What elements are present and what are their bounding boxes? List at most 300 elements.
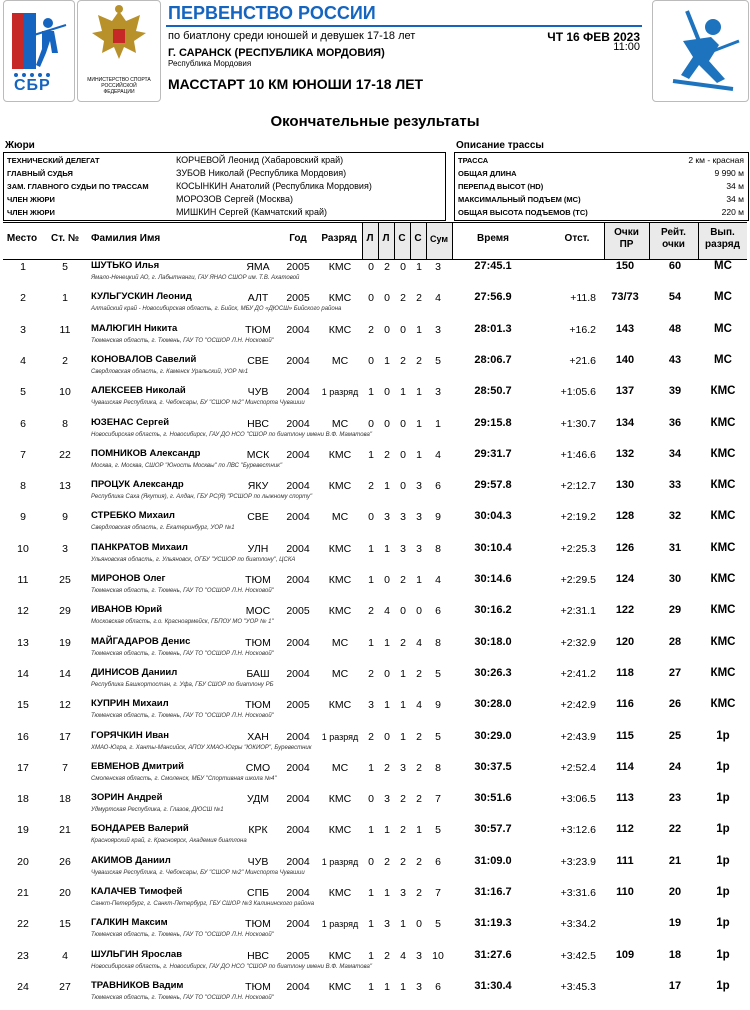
ministry-logo	[77, 0, 161, 102]
jury-role: ЧЛЕН ЖЮРИ	[7, 208, 55, 217]
result-region: НВС	[247, 949, 269, 962]
result-bib: 29	[59, 605, 71, 618]
result-place: 24	[17, 980, 29, 993]
result-athlete-club: Ямало-Ненецкий АО, г. Лабытнанги, ГАУ ЯНАО СШОР им. Т.В. Ахатовой	[91, 275, 300, 281]
result-time: 30:14.6	[474, 573, 512, 585]
result-time: 29:15.8	[474, 416, 512, 429]
jury-row	[4, 193, 445, 206]
ministry-caption: МИНИСТЕРСТВО СПОРТА РОССИЙСКОЙ ФЕДЕРАЦИИ	[87, 77, 151, 95]
result-place: 2	[20, 292, 26, 305]
result-bib: 13	[59, 480, 71, 493]
result-bib: 27	[59, 980, 71, 993]
result-time: 27:56.9	[474, 291, 512, 304]
result-shoot3: 4	[400, 949, 406, 962]
table-row	[0, 726, 750, 757]
result-athlete-name: ПРОЦУК Александр	[91, 479, 184, 491]
result-rank: МС	[331, 511, 349, 524]
table-row	[0, 475, 750, 506]
result-region: ЯКУ	[247, 480, 269, 493]
result-bib: 20	[59, 887, 71, 899]
result-athlete-club: Свердловская область, г. Екатеринбург, УОР №1	[91, 525, 235, 532]
jury-row	[4, 167, 445, 180]
result-athlete-name: ДИНИСОВ Даниил	[91, 666, 178, 678]
result-athlete-club: Свердловская область, г. Каменск Уральский, УОР №1	[91, 368, 249, 375]
result-shoot1: 0	[368, 354, 374, 367]
result-shoot4: 2	[416, 793, 422, 806]
result-behind: +3:31.6	[560, 887, 596, 899]
result-shoot4: 1	[416, 417, 422, 430]
result-year: 2004	[286, 417, 310, 430]
result-athlete-name: ШУЛЬГИН Ярослав	[91, 948, 183, 960]
result-place: 7	[20, 448, 26, 461]
result-place: 5	[20, 386, 26, 399]
col-header-bib: Ст. №	[51, 233, 79, 244]
course-row	[455, 180, 748, 193]
result-place: 19	[17, 824, 29, 837]
course-key: ПЕРЕПАД ВЫСОТ (HD)	[458, 182, 544, 191]
result-bib: 22	[59, 448, 71, 461]
result-rating-points: 29	[668, 604, 682, 617]
result-athlete-club: Санкт-Петербург, г. Санкт-Петербург, ГБУ СШОР №3 Калининского района	[91, 901, 315, 907]
result-shoot2: 1	[384, 354, 390, 367]
result-rank: 1 разряд	[321, 387, 359, 398]
result-shoot2: 1	[384, 887, 390, 899]
result-penalty-sum: 9	[435, 511, 441, 524]
result-bib: 21	[59, 824, 71, 837]
result-behind: +1:46.6	[560, 448, 596, 461]
biathlon-pictogram	[652, 0, 749, 102]
result-region: МОС	[245, 605, 271, 618]
result-place: 12	[17, 605, 29, 618]
result-shoot1: 1	[368, 887, 374, 899]
result-shoot4: 2	[416, 354, 422, 367]
result-penalty-sum: 4	[435, 448, 441, 461]
result-bib: 8	[62, 417, 68, 430]
table-row	[0, 287, 750, 318]
result-shoot2: 1	[384, 980, 390, 993]
result-penalty-sum: 3	[435, 261, 441, 273]
result-rating-points: 27	[668, 666, 682, 679]
result-rating-points: 25	[668, 729, 682, 742]
result-penalty-sum: 3	[435, 323, 441, 336]
result-behind: +3:06.5	[560, 793, 596, 806]
result-shoot2: 3	[384, 511, 390, 524]
result-shoot4: 2	[416, 761, 422, 774]
result-athlete-name: ЮЗЕНАС Сергей	[91, 416, 170, 428]
col-header-qual	[698, 227, 747, 251]
result-shoot3: 2	[400, 636, 406, 649]
event-city: Г. САРАНСК (РЕСПУБЛИКА МОРДОВИЯ)	[168, 47, 385, 59]
course-key: ОБЩАЯ ДЛИНА	[458, 169, 517, 178]
result-place: 14	[17, 667, 29, 680]
table-row	[0, 538, 750, 569]
event-time: 11:00	[613, 41, 640, 53]
table-row	[0, 819, 750, 850]
result-athlete-club: ХМАО-Югра, г. Ханты-Мансийск, АПОУ ХМАО-Югры "ЮКИОР", Буревестник	[91, 744, 312, 751]
result-region: АЛТ	[247, 292, 269, 305]
result-penalty-sum: 10	[432, 949, 444, 962]
result-qualification: КМС	[710, 635, 736, 648]
result-rating-points: 30	[668, 573, 682, 585]
result-rating-points: 31	[668, 541, 682, 554]
result-penalty-sum: 8	[435, 542, 441, 555]
result-penalty-sum: 9	[435, 699, 441, 712]
result-shoot2: 1	[384, 480, 390, 493]
table-row	[0, 976, 750, 1007]
result-bib: 14	[59, 667, 71, 680]
result-behind: +2:52.4	[560, 761, 596, 774]
result-points: 113	[616, 792, 634, 805]
result-year: 2004	[286, 855, 310, 868]
course-row	[455, 167, 748, 180]
result-year: 2004	[286, 480, 310, 493]
result-rank: КМС	[328, 605, 352, 618]
result-shoot2: 0	[384, 417, 390, 430]
result-qualification: КМС	[710, 447, 736, 460]
result-shoot2: 3	[384, 793, 390, 806]
result-shoot4: 0	[416, 918, 422, 931]
result-region: ЯМА	[246, 261, 270, 273]
result-penalty-sum: 4	[435, 292, 441, 305]
result-points: 120	[615, 635, 635, 648]
result-bib: 18	[59, 793, 71, 806]
result-athlete-name: ГОРЯЧКИН Иван	[91, 729, 169, 741]
course-value: 2 км - красная	[688, 155, 744, 165]
result-shoot1: 0	[368, 511, 374, 524]
result-points: 109	[615, 948, 635, 961]
result-shoot3: 3	[400, 761, 406, 774]
table-row	[0, 506, 750, 537]
result-athlete-club: Чувашская Республика, г. Чебоксары, БУ "СШОР №2" Минспорта Чувашии	[91, 400, 305, 407]
result-shoot3: 1	[400, 667, 406, 680]
result-place: 20	[17, 855, 29, 868]
result-points: 143	[615, 322, 635, 335]
result-time: 30:10.4	[474, 541, 512, 554]
result-athlete-name: МАЙГАДАРОВ Денис	[91, 635, 191, 647]
result-shoot4: 2	[416, 667, 422, 680]
jury-table	[3, 152, 446, 221]
result-shoot4: 1	[416, 323, 422, 336]
result-penalty-sum: 5	[435, 824, 441, 837]
result-year: 2004	[286, 574, 310, 586]
result-behind: +2:29.5	[560, 574, 596, 586]
result-points: 130	[615, 479, 635, 492]
result-time: 30:04.3	[474, 510, 512, 523]
table-row	[0, 788, 750, 819]
result-place: 10	[17, 542, 29, 555]
col-header-time: Время	[477, 233, 509, 244]
result-rating-points: 28	[668, 635, 682, 648]
result-rank: КМС	[328, 980, 352, 993]
result-shoot3: 0	[400, 261, 406, 273]
table-row	[0, 632, 750, 663]
result-place: 15	[17, 699, 29, 712]
result-qualification: 1р	[716, 823, 730, 836]
result-year: 2004	[286, 448, 310, 461]
result-shoot4: 0	[416, 605, 422, 618]
result-athlete-club: Красноярский край, г. Красноярск, Академия биатлона	[91, 838, 247, 845]
result-bib: 19	[59, 636, 71, 649]
result-shoot4: 1	[416, 261, 422, 273]
result-rating-points: 54	[668, 291, 682, 304]
result-points: 124	[615, 573, 635, 585]
col-header-rating-line2: очки	[662, 239, 685, 250]
result-year: 2004	[286, 667, 310, 680]
result-penalty-sum: 1	[435, 417, 441, 430]
result-year: 2005	[286, 261, 310, 273]
course-row	[455, 193, 748, 206]
result-penalty-sum: 6	[435, 855, 441, 868]
result-athlete-club: Удмуртская Республика, г. Глазов, ДЮСШ №1	[91, 807, 224, 814]
result-athlete-club: Ульяновская область, г. Ульяновск, ОГБУ "УСШОР по биатлону", ЦСКА	[91, 556, 296, 563]
result-penalty-sum: 5	[435, 730, 441, 743]
course-key: МАКСИМАЛЬНЫЙ ПОДЪЕМ (МС)	[458, 195, 581, 204]
result-athlete-name: КОНОВАЛОВ Савелий	[91, 353, 197, 365]
result-year: 2004	[286, 542, 310, 555]
jury-role: ЧЛЕН ЖЮРИ	[7, 195, 55, 204]
result-region: ТЮМ	[245, 980, 271, 993]
table-row	[0, 945, 750, 976]
result-time: 30:28.0	[474, 698, 512, 711]
result-points: 118	[616, 666, 634, 679]
table-row	[0, 350, 750, 381]
result-shoot2: 1	[384, 636, 390, 649]
result-shoot3: 2	[400, 793, 406, 806]
result-behind: +1:30.7	[560, 417, 596, 430]
result-shoot3: 2	[400, 824, 406, 837]
result-athlete-name: КАЛАЧЕВ Тимофей	[91, 886, 183, 897]
result-athlete-club: Республика Башкортостан, г. Уфа, ГБУ СШОР по биатлону РБ	[91, 681, 274, 688]
result-year: 2004	[286, 636, 310, 649]
result-bib: 11	[59, 323, 71, 336]
result-shoot1: 1	[368, 824, 374, 837]
result-region: УЛН	[247, 542, 269, 555]
result-rating-points: 21	[668, 854, 682, 867]
result-athlete-club: Тюменская область, г. Тюмень, ГАУ ТО "ОСШОР Л.Н. Носковой"	[91, 650, 274, 657]
result-bib: 7	[62, 761, 68, 774]
result-year: 2004	[286, 793, 310, 806]
result-shoot4: 2	[416, 292, 422, 305]
result-place: 9	[20, 511, 26, 524]
result-qualification: КМС	[710, 573, 736, 585]
table-row	[0, 413, 750, 444]
result-rating-points: 20	[668, 886, 682, 898]
result-qualification: КМС	[710, 666, 736, 679]
result-shoot3: 1	[400, 918, 406, 931]
result-year: 2004	[286, 323, 310, 336]
result-points: 150	[615, 260, 635, 272]
result-behind: +3:45.3	[560, 980, 596, 993]
result-rank: МС	[331, 354, 349, 367]
result-rank: КМС	[328, 261, 352, 273]
result-year: 2004	[286, 761, 310, 774]
result-region: МСК	[246, 448, 270, 461]
result-region: ТЮМ	[245, 323, 271, 336]
result-region: СПБ	[246, 887, 270, 899]
result-points: 134	[615, 416, 635, 429]
result-shoot3: 3	[400, 511, 406, 524]
result-shoot1: 2	[368, 480, 374, 493]
result-points: 114	[616, 760, 634, 773]
result-athlete-name: ЕВМЕНОВ Дмитрий	[91, 760, 184, 772]
result-region: СВЕ	[247, 354, 269, 367]
jury-row	[4, 180, 445, 193]
result-year: 2004	[286, 918, 310, 931]
result-points: 140	[615, 353, 635, 366]
result-rating-points: 32	[668, 510, 682, 523]
sbr-logo-text: СБР	[14, 77, 51, 94]
result-time: 27:45.1	[474, 260, 512, 272]
result-rank: 1 разряд	[321, 919, 359, 930]
result-year: 2004	[286, 887, 310, 899]
result-shoot3: 0	[400, 323, 406, 336]
result-qualification: КМС	[710, 541, 736, 554]
result-shoot3: 2	[400, 292, 406, 305]
result-bib: 2	[62, 354, 68, 367]
result-shoot4: 2	[416, 730, 422, 743]
jury-row	[4, 206, 445, 219]
result-shoot2: 2	[384, 855, 390, 868]
result-points: 137	[615, 385, 635, 398]
result-shoot1: 0	[368, 292, 374, 305]
result-rank: КМС	[328, 949, 352, 962]
result-year: 2005	[286, 949, 310, 962]
sbr-logo	[3, 0, 75, 102]
col-header-points-line2: ПР	[619, 239, 634, 250]
result-rank: 1 разряд	[321, 856, 359, 867]
col-header-shoot3: С	[398, 233, 406, 244]
jury-role: ЗАМ. ГЛАВНОГО СУДЬИ ПО ТРАССАМ	[7, 182, 149, 191]
result-region: ТЮМ	[245, 574, 271, 586]
result-behind: +2:43.9	[560, 730, 596, 743]
result-behind: +2:19.2	[560, 511, 596, 524]
result-athlete-club: Тюменская область, г. Тюмень, ГАУ ТО "ОСШОР Л.Н. Носковой"	[91, 588, 274, 594]
jury-member: КОРЧЕВОЙ Леонид (Хабаровский край)	[176, 155, 344, 165]
result-rating-points: 60	[668, 260, 682, 272]
jury-role: ТЕХНИЧЕСКИЙ ДЕЛЕГАТ	[7, 156, 100, 165]
result-place: 22	[17, 918, 29, 931]
event-region: Республика Мордовия	[168, 59, 252, 68]
result-penalty-sum: 5	[435, 667, 441, 680]
result-points: 132	[615, 447, 635, 460]
result-shoot3: 0	[400, 448, 406, 461]
result-athlete-name: ИВАНОВ Юрий	[91, 604, 163, 616]
result-shoot4: 1	[416, 386, 422, 399]
biathlete-icon	[653, 1, 748, 101]
result-shoot1: 0	[368, 793, 374, 806]
table-row	[0, 851, 750, 882]
result-time: 30:57.7	[474, 823, 512, 836]
result-athlete-name: МИРОНОВ Олег	[91, 573, 166, 584]
result-athlete-club: Республика Саха (Якутия), г. Алдан, ГБУ РС(Я) "РСШОР по лыжному спорту"	[91, 494, 313, 501]
result-bib: 17	[59, 730, 71, 743]
result-qualification: КМС	[710, 698, 736, 711]
result-shoot4: 3	[416, 542, 422, 555]
course-value: 34 м	[726, 194, 744, 204]
result-athlete-club: Тюменская область, г. Тюмень, ГАУ ТО "ОСШОР Л.Н. Носковой"	[91, 994, 274, 1001]
jury-member: КОСЫНКИН Анатолий (Республика Мордовия)	[176, 181, 372, 191]
result-points: 122	[615, 604, 635, 617]
result-behind: +2:42.9	[560, 699, 596, 712]
jury-heading: Жюри	[5, 140, 35, 151]
col-header-rank: Разряд	[321, 233, 357, 244]
result-qualification: 1р	[716, 729, 730, 742]
result-place: 11	[17, 574, 29, 586]
jury-member: ЗУБОВ Николай (Республика Мордовия)	[176, 168, 347, 178]
result-rank: МС	[331, 761, 349, 774]
result-shoot4: 2	[416, 887, 422, 899]
result-rank: 1 разряд	[321, 731, 359, 742]
result-time: 31:09.0	[474, 854, 512, 867]
result-shoot2: 4	[384, 605, 390, 618]
course-row	[455, 154, 748, 167]
result-region: ЧУВ	[247, 855, 269, 868]
result-shoot3: 2	[400, 354, 406, 367]
result-place: 3	[20, 323, 26, 336]
result-shoot2: 2	[384, 761, 390, 774]
jury-role: ГЛАВНЫЙ СУДЬЯ	[7, 169, 73, 178]
result-shoot1: 1	[368, 761, 374, 774]
result-penalty-sum: 6	[435, 980, 441, 993]
result-athlete-name: БОНДАРЕВ Валерий	[91, 823, 189, 835]
results-title: Окончательные результаты	[270, 113, 480, 130]
result-points: 73/73	[611, 291, 639, 304]
result-behind: +2:41.2	[560, 667, 596, 680]
course-value: 220 м	[721, 207, 744, 217]
result-shoot3: 0	[400, 417, 406, 430]
result-shoot3: 1	[400, 386, 406, 399]
result-shoot1: 1	[368, 918, 374, 931]
result-bib: 10	[59, 386, 71, 399]
table-row	[0, 569, 750, 600]
result-penalty-sum: 7	[435, 887, 441, 899]
result-athlete-name: КУЛЬГУСКИН Леонид	[91, 291, 192, 303]
result-athlete-name: МАЛЮГИН Никита	[91, 322, 178, 334]
result-qualification: 1р	[716, 886, 730, 898]
result-shoot4: 4	[416, 699, 422, 712]
table-row	[0, 600, 750, 631]
col-divider	[452, 222, 453, 260]
result-points: 115	[616, 729, 634, 742]
col-header-qual-line2: разряд	[705, 239, 740, 250]
result-rank: КМС	[328, 574, 352, 586]
col-header-name: Фамилия Имя	[91, 233, 161, 244]
result-rank: КМС	[328, 887, 352, 899]
result-time: 28:01.3	[474, 322, 512, 335]
result-penalty-sum: 6	[435, 605, 441, 618]
event-name: МАССТАРТ 10 КМ ЮНОШИ 17-18 ЛЕТ	[168, 76, 424, 92]
result-behind: +1:05.6	[560, 386, 596, 399]
result-time: 31:30.4	[474, 979, 512, 992]
result-rating-points: 22	[668, 823, 682, 836]
result-bib: 25	[59, 574, 71, 586]
result-rating-points: 34	[668, 447, 682, 460]
result-region: КРК	[248, 824, 268, 837]
result-bib: 4	[62, 949, 68, 962]
result-shoot1: 2	[368, 730, 374, 743]
result-shoot1: 1	[368, 448, 374, 461]
result-qualification: 1р	[716, 792, 730, 805]
result-athlete-club: Тюменская область, г. Тюмень, ГАУ ТО "ОСШОР Л.Н. Носковой"	[91, 713, 274, 720]
result-year: 2004	[286, 511, 310, 524]
result-place: 13	[17, 636, 29, 649]
result-athlete-name: СТРЕБКО Михаил	[91, 510, 175, 522]
result-shoot1: 0	[368, 855, 374, 868]
result-rating-points: 23	[668, 792, 682, 805]
result-shoot3: 2	[400, 574, 406, 586]
result-rank: МС	[331, 636, 349, 649]
result-athlete-name: АЛЕКСЕЕВ Николай	[91, 385, 186, 397]
